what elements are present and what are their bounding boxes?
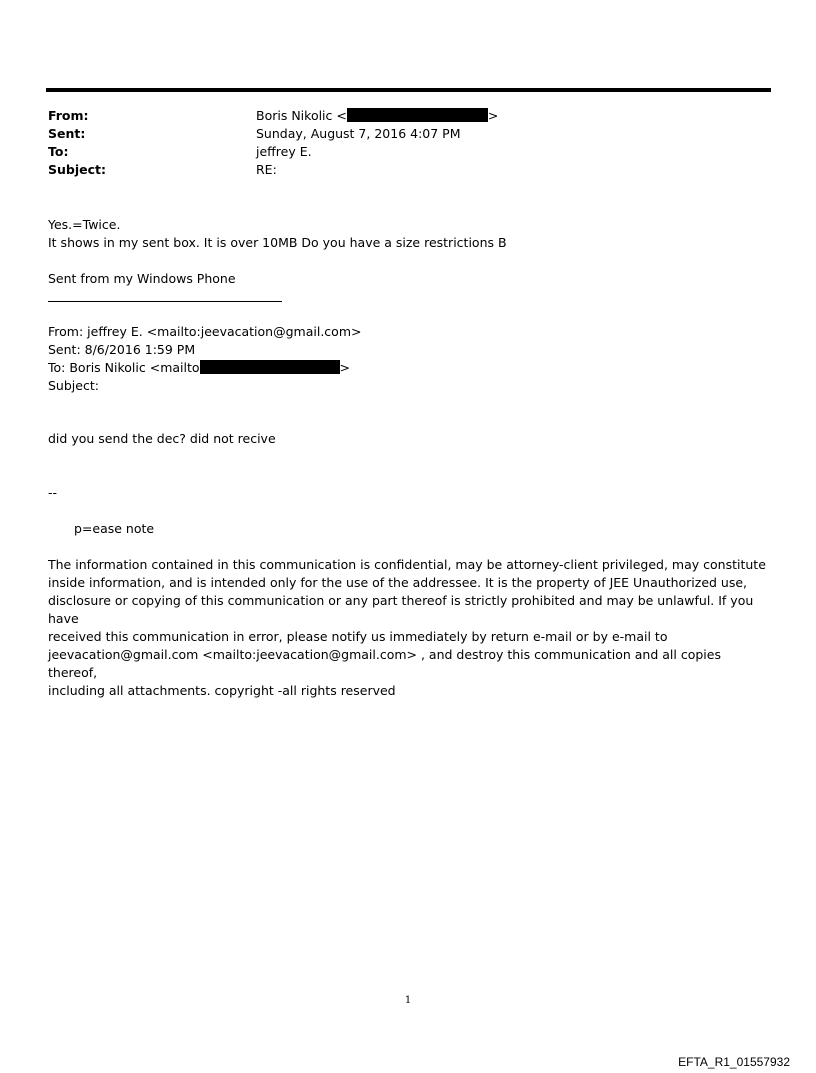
redaction-box	[200, 360, 340, 374]
from-name: Boris Nikolic <	[256, 108, 347, 123]
quoted-sent: Sent: 8/6/2016 1:59 PM	[48, 342, 196, 357]
body-line-1: Yes.=Twice.	[48, 217, 121, 232]
quoted-subject: Subject:	[48, 378, 99, 393]
signature: Sent from my Windows Phone	[48, 271, 236, 286]
from-label: From:	[48, 108, 89, 123]
subject-value: RE:	[256, 162, 277, 177]
to-label: To:	[48, 144, 69, 159]
header-rule	[46, 88, 771, 92]
confidentiality-disclaimer: The information contained in this communication is confidential, may be attorney-client privileged, may constitute inside information, and is intended only for the use of the addressee. It is the property of JEE Unauthorized use, disclosure or copying of this communication or any part thereof is strictly prohibited and may be unlawful. If you have received this communication in error, please notify us immediately by return e-mail or by e-mail to jeevacation@gmail.com <mailto:jeevacation@gmail.com> , and destroy this communication and all copies thereof, including all attachments. copyright -all rights reserved	[48, 557, 766, 698]
quote-separator	[48, 301, 282, 302]
from-close: >	[487, 108, 499, 123]
signature-dashes: --	[48, 485, 58, 500]
quoted-to-prefix: To: Boris Nikolic <mailto	[48, 360, 200, 375]
document-id: EFTA_R1_01557932	[678, 1055, 790, 1069]
sent-label: Sent:	[48, 126, 86, 141]
sent-value: Sunday, August 7, 2016 4:07 PM	[256, 126, 461, 141]
quoted-from: From: jeffrey E. <mailto:jeevacation@gmail.com>	[48, 324, 362, 339]
to-value: jeffrey E.	[256, 144, 312, 159]
body-line-2: It shows in my sent box. It is over 10MB Do you have a size restrictions B	[48, 235, 507, 250]
quoted-to-close: >	[339, 360, 351, 375]
quoted-to	[48, 359, 350, 377]
page-number: 1	[404, 995, 412, 1006]
from-value	[256, 107, 498, 125]
redaction-box	[347, 108, 488, 122]
quoted-message: did you send the dec? did not recive	[48, 431, 276, 446]
ease-note: p=ease note	[74, 521, 155, 536]
subject-label: Subject:	[48, 162, 106, 177]
